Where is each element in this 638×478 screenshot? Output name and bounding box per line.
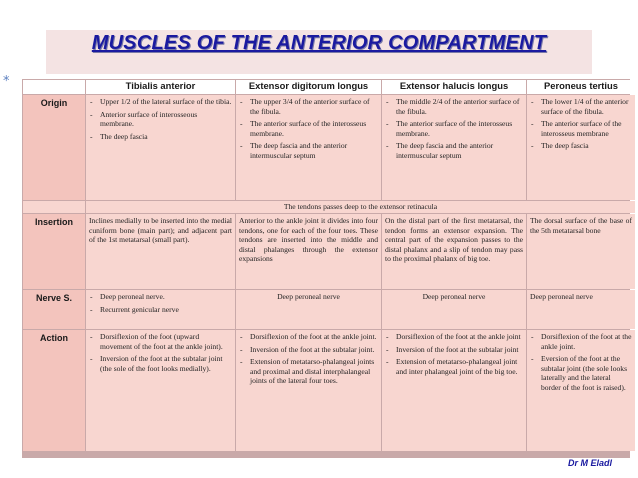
list-item: - Inversion of the foot at the subtalar joint (the sole of the foot looks medially). [89,354,232,373]
list-item: - Dorsiflexion of the foot at the ankle joint [385,332,523,342]
author-credit: Dr M Eladl [568,458,613,468]
col-header-tibialis: Tibialis anterior [86,80,235,94]
list-item: - The deep fascia and the anterior intermuscular septum [385,141,523,160]
bullet-marker: * [3,74,10,89]
page-title: MUSCLES OF THE ANTERIOR COMPARTMENT [91,32,547,54]
col-header-ehl: Extensor halucis longus [382,80,526,94]
list-item: - Eversion of the foot at the subtalar joint (the sole looks laterally and the lateral border of the foot is raised). [530,354,632,392]
list-item: - The deep fascia [89,132,232,142]
action-ehl [382,330,526,451]
list-item: - The anterior surface of the interosseus membrane. [385,119,523,138]
list-item: - Inversion of the foot at the subtalar joint. [239,345,378,355]
list-item: - The anterior surface of the interosseus membrane [530,119,632,138]
row-label-origin: Origin [23,95,85,200]
origin-ehl [382,95,526,200]
list-item: - Recurrent genicular nerve [89,305,232,315]
nerve-ehl: Deep peroneal nerve [382,290,526,329]
list-item: - The deep fascia [530,141,632,151]
origin-tibialis [86,95,235,200]
origin-edl [236,95,381,200]
origin-pt [527,95,635,200]
action-tibialis [86,330,235,451]
retinacula-note: The tendons passes deep to the extensor retinacula [86,201,635,213]
row-label-action: Action [23,330,85,451]
nerve-tibialis [86,290,235,329]
list-item: - Extension of metatarso-phalangeal joint and inter phalangeal joint of the big toe. [385,357,523,376]
row-label-nerve: Nerve S. [23,290,85,329]
insertion-pt: The dorsal surface of the base of the 5th metatarsal bone [527,214,635,289]
list-item: - Extension of metatarso-phalangeal joints and proximal and distal interphalangeal joints of the lateral four toes. [239,357,378,386]
nerve-pt: Deep peroneal nerve [527,290,635,329]
list-item: - Deep peroneal nerve. [89,292,232,302]
insertion-ehl: On the distal part of the first metatarsal, the tendon forms an extensor expansion. The central part of the expansion passes to the distal phalanx and a slip of tendon may pass to the proximal phalanx of big toe. [382,214,526,289]
row-label-insertion: Insertion [23,214,85,289]
list-item: - Dorsiflexion of the foot at the ankle joint. [239,332,378,342]
list-item: - Anterior surface of interosseous membrane. [89,110,232,129]
list-item: - The middle 2/4 of the anterior surface of the fibula. [385,97,523,116]
list-item: - Upper 1/2 of the lateral surface of the tibia. [89,97,232,107]
muscles-table [22,79,630,458]
action-edl [236,330,381,451]
action-pt [527,330,635,451]
insertion-tibialis: Inclines medially to be inserted into the medial cuniform bone (main part); and adjacent part of the 1st metatarsal (small part). [86,214,235,289]
table-corner [23,80,85,94]
retinacula-label-cell [23,201,85,213]
col-header-edl: Extensor digitorum longus [236,80,381,94]
list-item: - The anterior surface of the interosseus membrane. [239,119,378,138]
list-item: - Dorsiflexion of the foot (upward movement of the foot at the ankle joint). [89,332,232,351]
list-item: - Dorsiflexion of the foot at the ankle joint. [530,332,632,351]
list-item: - The deep fascia and the anterior intermuscular septum [239,141,378,160]
list-item: - Inversion of the foot at the subtalar joint [385,345,523,355]
col-header-pt: Peroneus tertius [527,80,635,94]
nerve-edl: Deep peroneal nerve [236,290,381,329]
insertion-edl: Anterior to the ankle joint it divides into four tendons, one for each of the four toes. These tendons are inserted into the middle and distal phalanges through the extensor expansions [236,214,381,289]
list-item: - The lower 1/4 of the anterior surface of the fibula. [530,97,632,116]
list-item: - The upper 3/4 of the anterior surface of the fibula. [239,97,378,116]
